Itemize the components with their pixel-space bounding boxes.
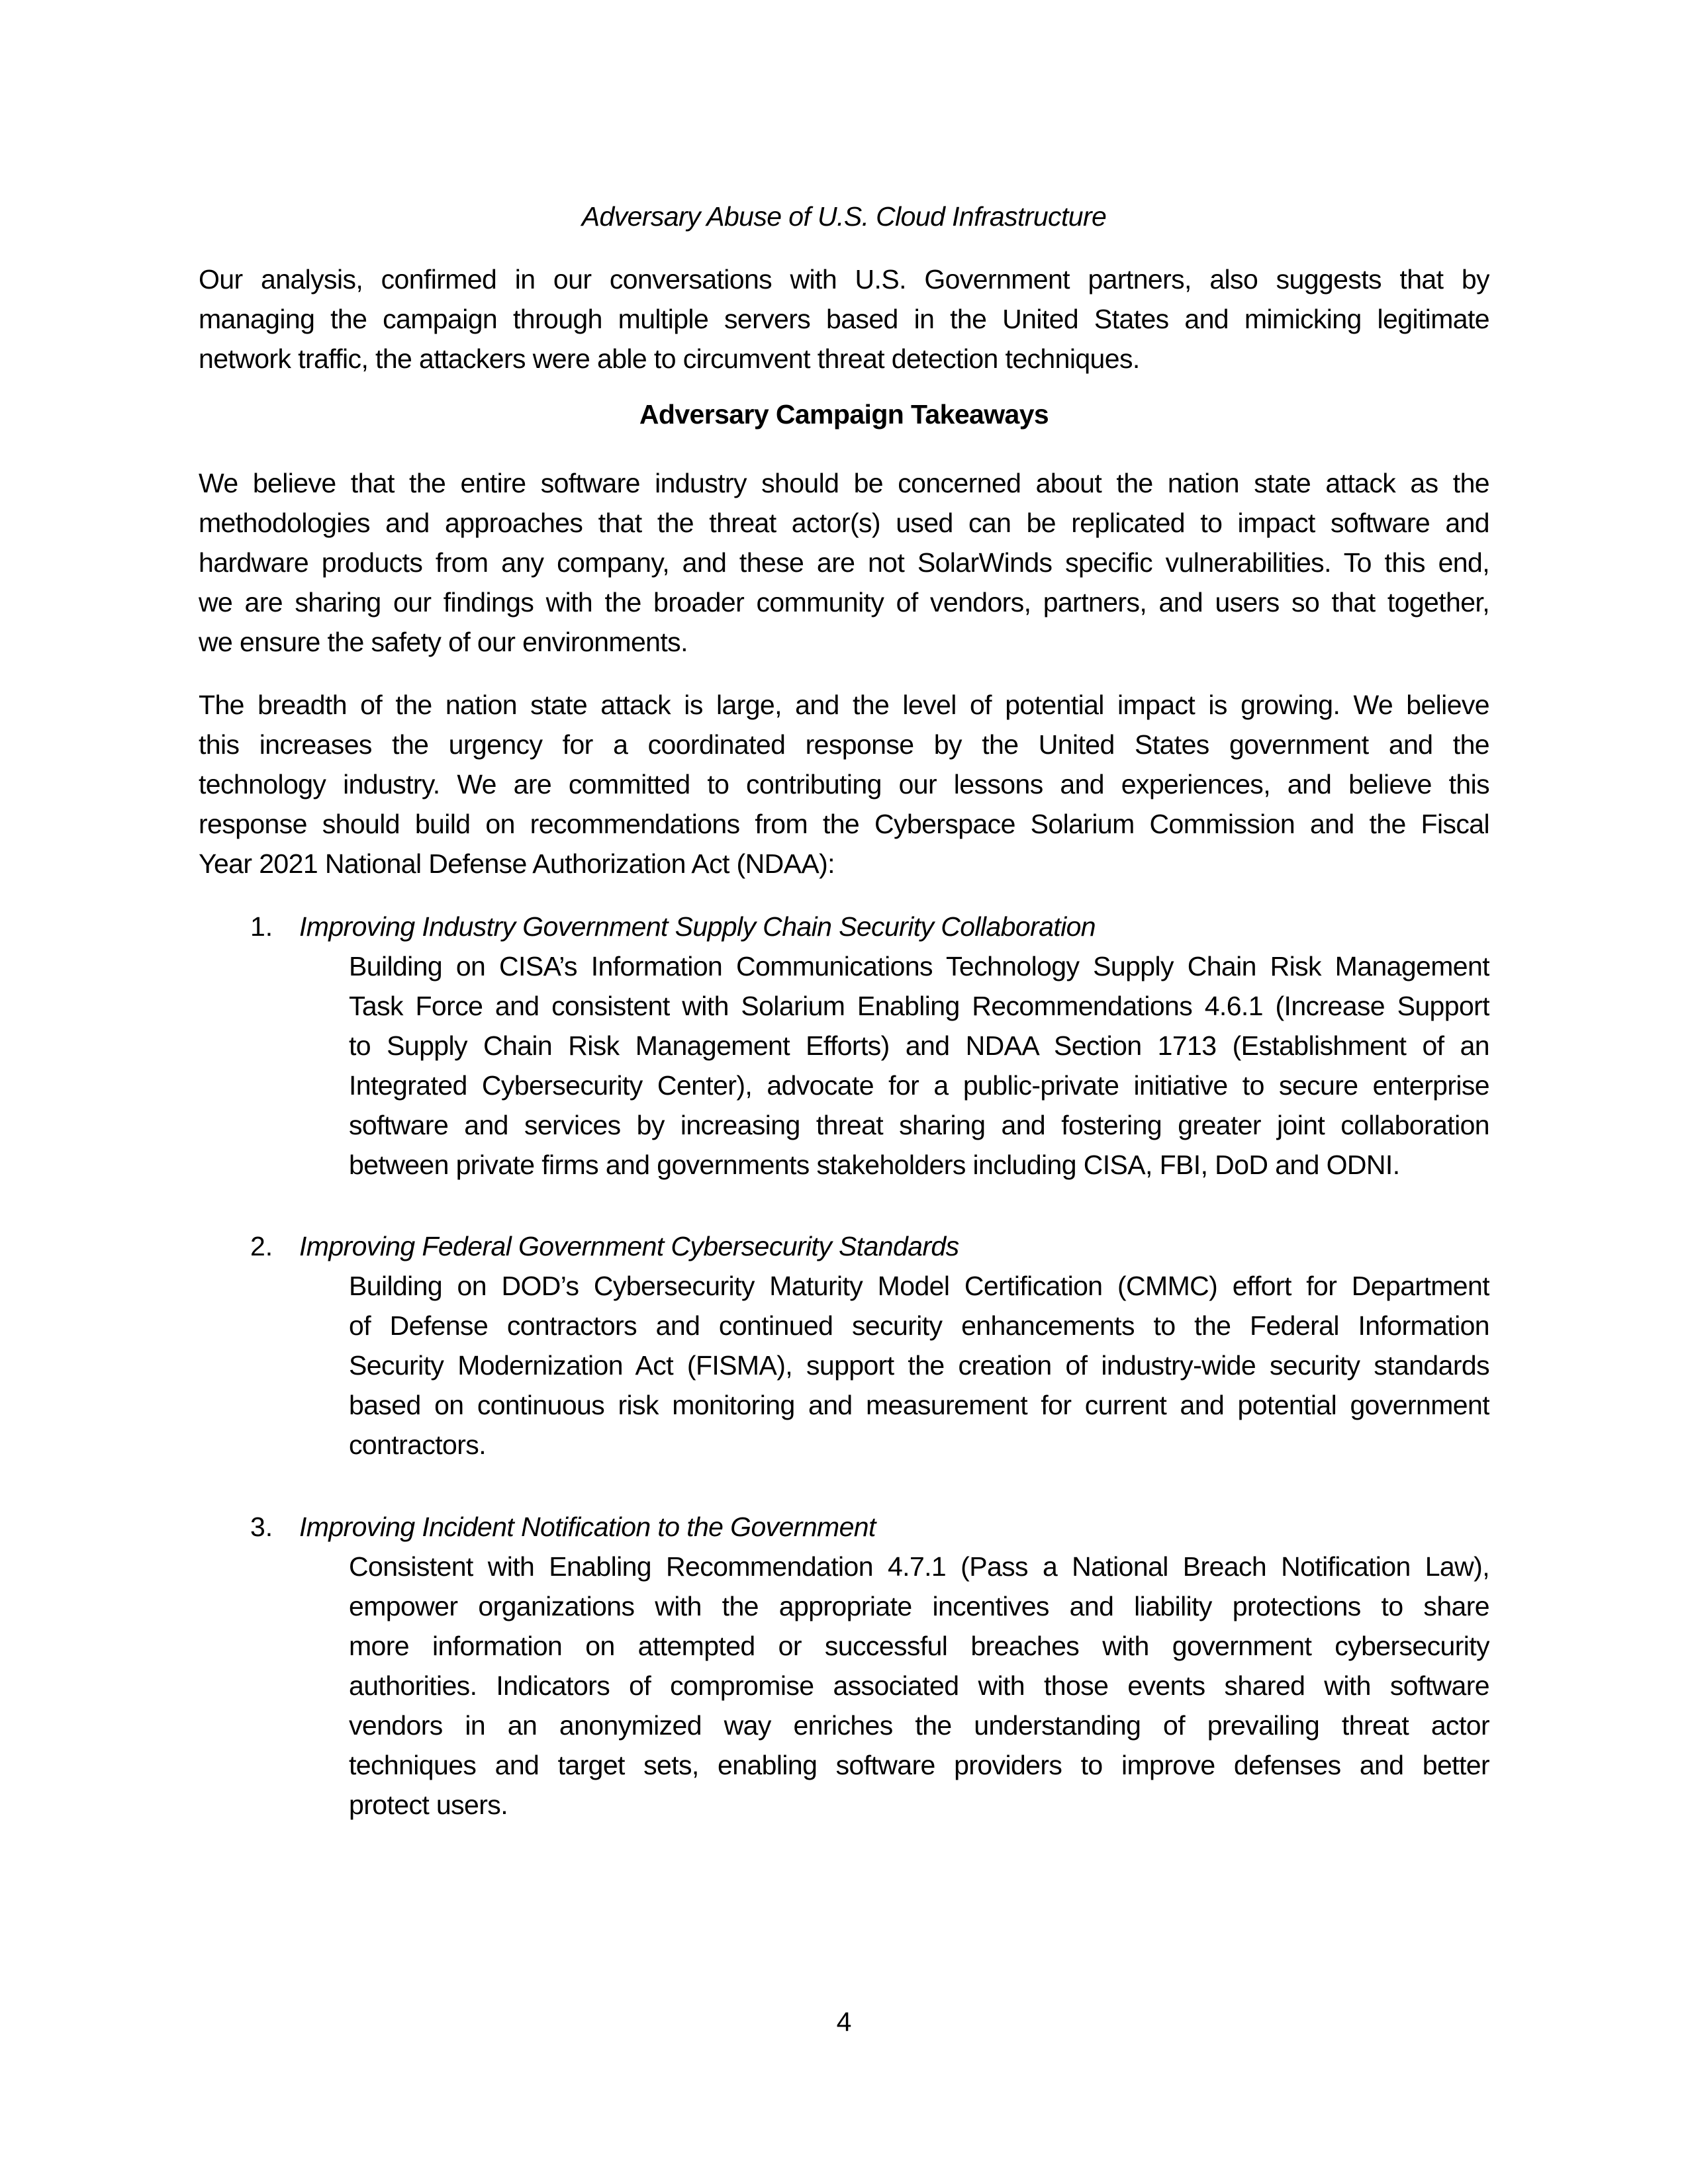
paragraph-line: The breadth of the nation state attack is large, and the level of potential impact is growing. We believe	[199, 690, 1489, 720]
paragraph-line: of Defense contractors and continued security enhancements to the Federal Information	[349, 1310, 1489, 1341]
paragraph-line: hardware products from any company, and these are not SolarWinds specific vulnerabilities. To this end,	[199, 547, 1489, 578]
paragraph-line: protect users.	[349, 1790, 508, 1820]
list-item-title: Improving Incident Notification to the Government	[299, 1512, 876, 1542]
paragraph-line: response should build on recommendations from the Cyberspace Solarium Commission and the Fiscal	[199, 809, 1489, 839]
paragraph-line: Year 2021 National Defense Authorization Act (NDAA):	[199, 848, 835, 879]
list-item-number: 1.	[250, 911, 273, 942]
paragraph-line: authorities. Indicators of compromise associated with those events shared with software	[349, 1670, 1489, 1701]
section-title: Adversary Abuse of U.S. Cloud Infrastructure	[581, 201, 1107, 232]
paragraph-line: empower organizations with the appropriate incentives and liability protections to share	[349, 1591, 1489, 1621]
list-item-title: Improving Federal Government Cybersecurity Standards	[299, 1231, 959, 1261]
paragraph-line: we are sharing our findings with the broader community of vendors, partners, and users so that together,	[199, 587, 1489, 617]
list-item-body	[349, 1547, 1489, 1825]
list-item-body	[349, 1266, 1489, 1465]
concern-paragraph	[199, 463, 1489, 662]
paragraph-line: Integrated Cybersecurity Center), advocate for a public-private initiative to secure enterprise	[349, 1070, 1489, 1101]
paragraph-line: this increases the urgency for a coordinated response by the United States government and the	[199, 729, 1489, 760]
paragraph-line: We believe that the entire software industry should be concerned about the nation state attack as the	[199, 468, 1489, 498]
paragraph-line: Our analysis, confirmed in our conversations with U.S. Government partners, also suggests that by	[199, 264, 1489, 295]
paragraph-line: Task Force and consistent with Solarium Enabling Recommendations 4.6.1 (Increase Support	[349, 991, 1489, 1021]
page-number: 4	[836, 2007, 852, 2037]
paragraph-line: software and services by increasing threat sharing and fostering greater joint collaboration	[349, 1110, 1489, 1140]
paragraph-line: between private firms and governments stakeholders including CISA, FBI, DoD and ODNI.	[349, 1150, 1400, 1180]
paragraph-line: more information on attempted or successful breaches with government cybersecurity	[349, 1631, 1489, 1661]
takeaways-heading: Adversary Campaign Takeaways	[639, 399, 1049, 430]
intro-paragraph	[199, 259, 1489, 379]
paragraph-line: we ensure the safety of our environments.	[199, 627, 688, 657]
paragraph-line: managing the campaign through multiple servers based in the United States and mimicking legitimate	[199, 304, 1489, 334]
paragraph-line: Consistent with Enabling Recommendation 4.7.1 (Pass a National Breach Notification Law),	[349, 1551, 1489, 1582]
paragraph-line: to Supply Chain Risk Management Efforts) and NDAA Section 1713 (Establishment of an	[349, 1030, 1489, 1061]
list-item-title: Improving Industry Government Supply Chain Security Collaboration	[299, 911, 1096, 942]
paragraph-line: Building on CISA’s Information Communications Technology Supply Chain Risk Management	[349, 951, 1489, 981]
list-item-number: 2.	[250, 1231, 273, 1261]
list-item-body	[349, 946, 1489, 1185]
paragraph-line: vendors in an anonymized way enriches the understanding of prevailing threat actor	[349, 1710, 1489, 1741]
paragraph-line: Security Modernization Act (FISMA), support the creation of industry-wide security standards	[349, 1350, 1489, 1381]
paragraph-line: based on continuous risk monitoring and measurement for current and potential government	[349, 1390, 1489, 1420]
paragraph-line: Building on DOD’s Cybersecurity Maturity Model Certification (CMMC) effort for Department	[349, 1271, 1489, 1301]
list-item-number: 3.	[250, 1512, 273, 1542]
paragraph-line: contractors.	[349, 1430, 486, 1460]
paragraph-line: network traffic, the attackers were able to circumvent threat detection techniques.	[199, 343, 1140, 374]
paragraph-line: methodologies and approaches that the threat actor(s) used can be replicated to impact software and	[199, 508, 1489, 538]
paragraph-line: technology industry. We are committed to contributing our lessons and experiences, and believe this	[199, 769, 1489, 799]
response-paragraph	[199, 685, 1489, 884]
paragraph-line: techniques and target sets, enabling software providers to improve defenses and better	[349, 1750, 1489, 1780]
